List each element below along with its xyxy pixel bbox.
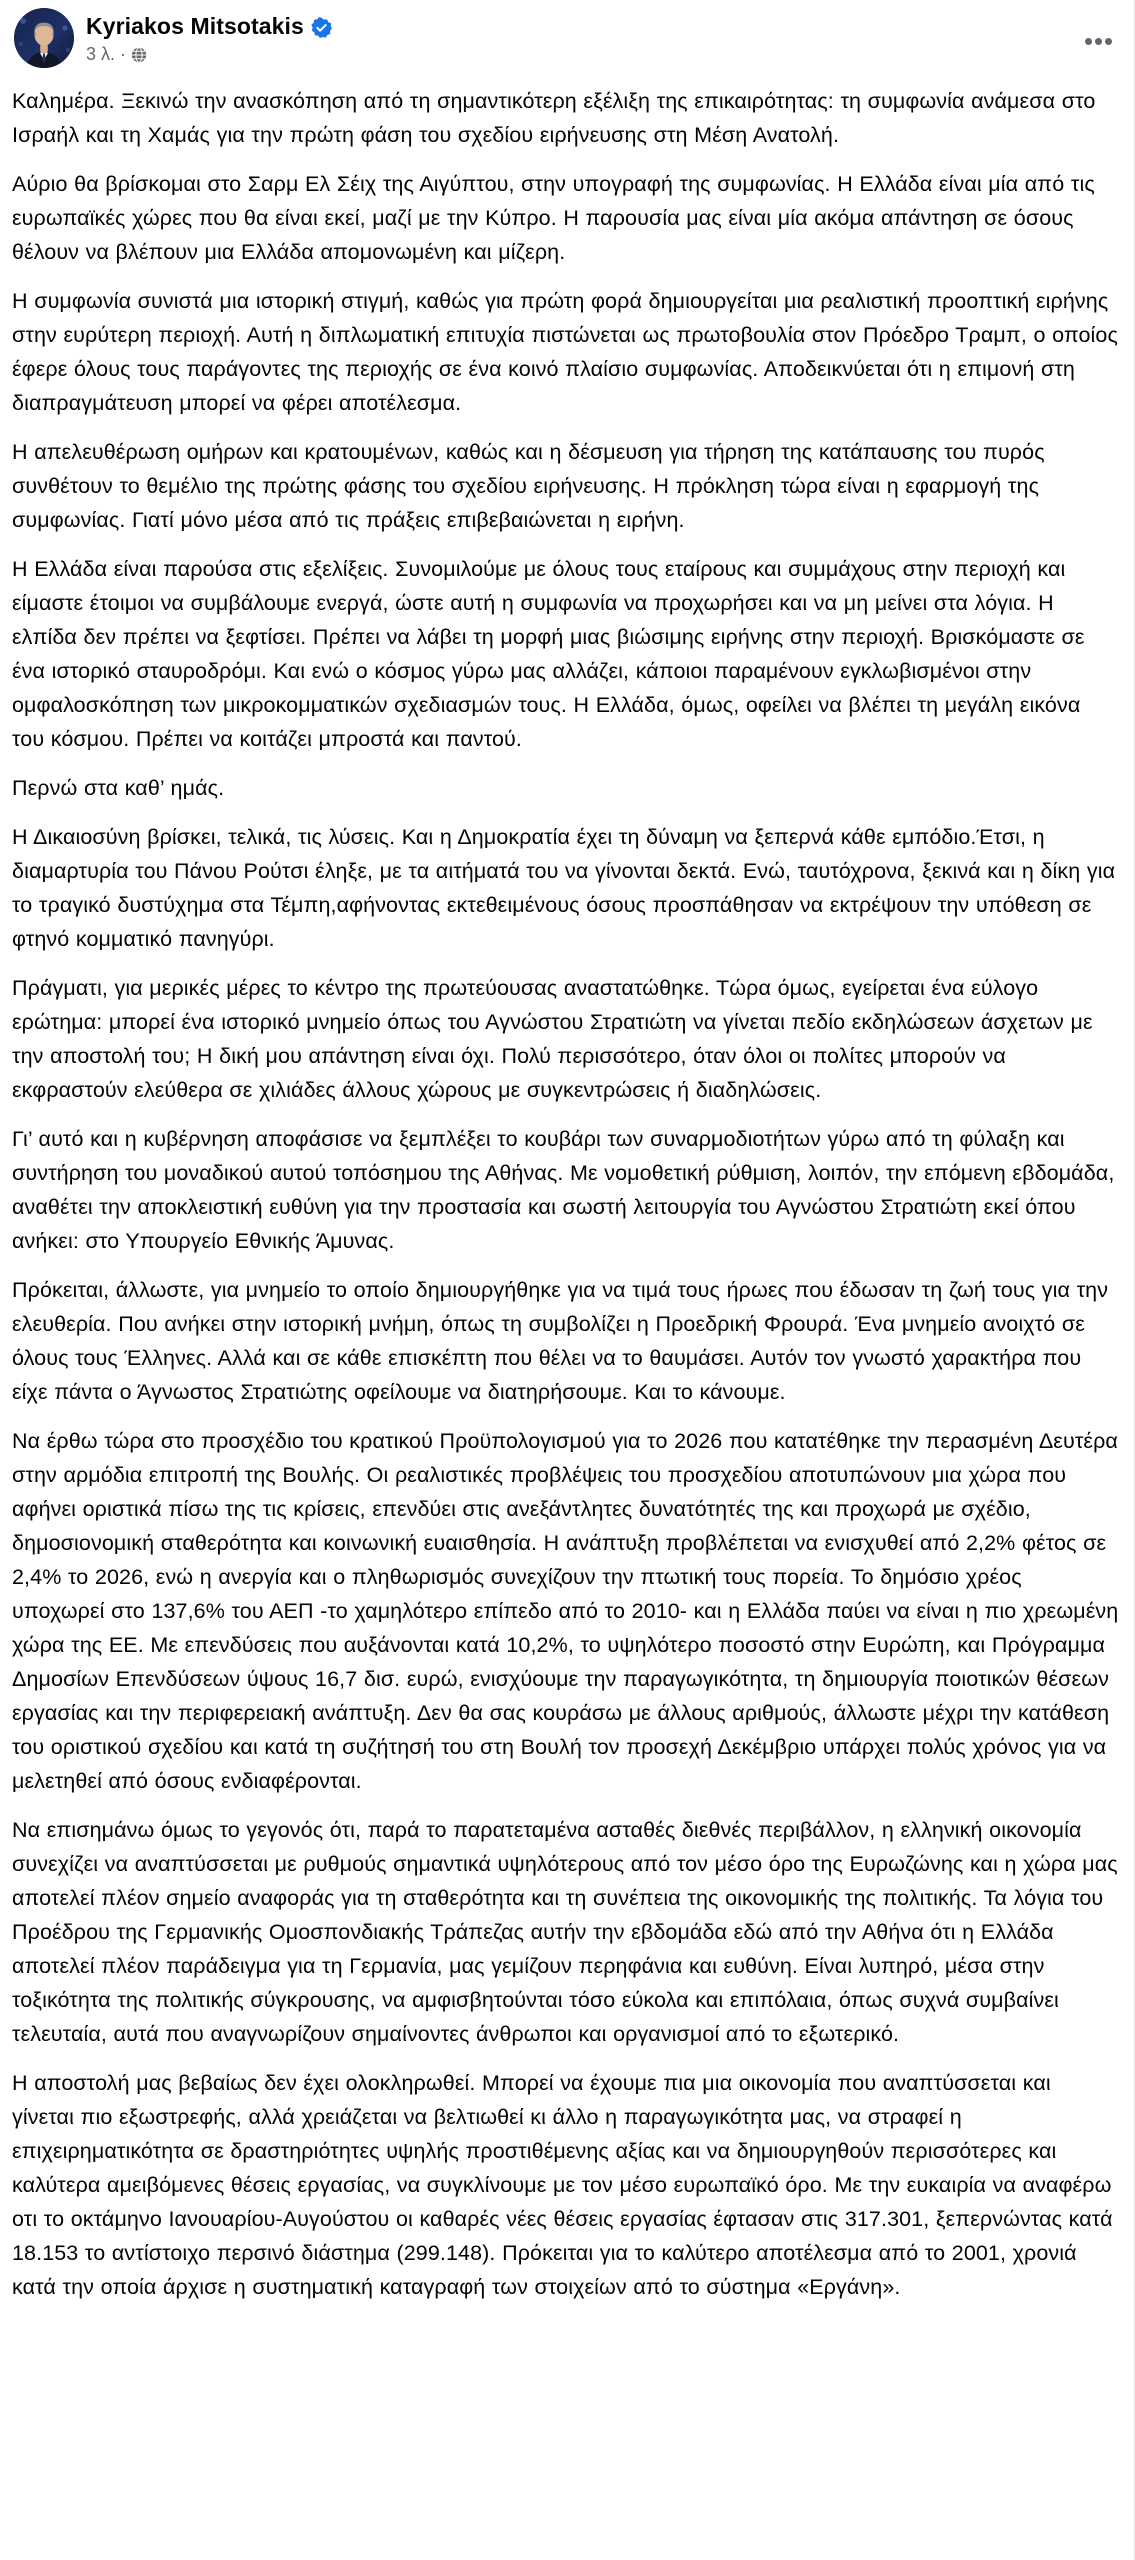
post-meta xyxy=(86,43,1079,65)
post-paragraph: Η συμφωνία συνιστά μια ιστορική στιγμή, καθώς για πρώτη φορά δημιουργείται μια ρεαλιστική προοπτική ειρήνης στην ευρύτερη περιοχή. Αυτή η διπλωματική επιτυχία πιστώνεται ως πρωτοβουλία στον Πρόεδρο Τραμπ, ο οποίος έφερε όλους τους παράγοντες της περιοχής σε ένα κοινό πλαίσιο συμφωνίας. Αποδεικνύεται ότι η επιμονή στη διαπραγμάτευση μπορεί να φέρει αποτέλεσμα. xyxy=(12,289,1118,415)
post-paragraph: Γι’ αυτό και η κυβέρνηση αποφάσισε να ξεμπλέξει το κουβάρι των συναρμοδιοτήτων γύρω από τη φύλαξη και συντήρηση του μοναδικού αυτού τοπόσημου της Αθήνας. Με νομοθετική ρύθμιση, λοιπόν, την επόμενη εβδομάδα, αναθέτει την αποκλειστική ευθύνη για την προστασία και σωστή λειτουργία του Αγνώστου Στρατιώτη εκεί όπου ανήκει: στο Υπουργείο Εθνικής Άμυνας. xyxy=(12,1127,1115,1253)
dot-icon xyxy=(1105,38,1112,45)
post-paragraph: Περνώ στα καθ’ ημάς. xyxy=(12,776,225,800)
post-paragraph: Πράγματι, για μερικές μέρες το κέντρο της πρωτεύουσας αναστατώθηκε. Τώρα όμως, εγείρεται ένα εύλογο ερώτημα: μπορεί ένα ιστορικό μνημείο όπως του Αγνώστου Στρατιώτη να γίνεται πεδίο εκδηλώσεων άσχετων με την αποστολή του; Η δική μου απάντηση είναι όχι. Πολύ περισσότερο, όταν όλοι οι πολίτες μπορούν να εκφραστούν ελεύθερα σε χιλιάδες άλλους χώρους με συγκεντρώσεις ή διαδηλώσεις. xyxy=(12,976,1093,1102)
post-header-info xyxy=(86,8,1079,65)
author-name[interactable]: Kyriakos Mitsotakis xyxy=(86,13,304,39)
verified-badge-icon xyxy=(311,17,332,38)
dot-icon xyxy=(1095,38,1102,45)
post-paragraph: Να έρθω τώρα στο προσχέδιο του κρατικού Προϋπολογισμού για το 2026 που κατατέθηκε την περασμένη Δευτέρα στην αρμόδια επιτροπή της Βουλής. Οι ρεαλιστικές προβλέψεις του προσχεδίου αποτυπώνουν μια χώρα που αφήνει οριστικά πίσω της τις κρίσεις, επενδύει στις ανεξάντλητες δυνατότητές της και προχωρά με σχέδιο, δημοσιονομική σταθερότητα και κοινωνική ευαισθησία. Η ανάπτυξη προβλέπεται να ενισχυθεί από 2,2% φέτος σε 2,4% το 2026, ενώ η ανεργία και ο πληθωρισμός συνεχίζουν την πτωτική τους πορεία. Το δημόσιο χρέος υποχωρεί στο 137,6% του ΑΕΠ -το χαμηλότερο επίπεδο από το 2010- και η Ελλάδα παύει να είναι η πιο χρεωμένη χώρα της ΕΕ. Με επενδύσεις που αυξάνονται κατά 10,2%, το υψηλότερο ποσοστό στην Ευρώπη, και Πρόγραμμα Δημοσίων Επενδύσεων ύψους 16,7 δισ. ευρώ, ενισχύουμε την παραγωγικότητα, τη δημιουργία ποιοτικών θέσεων εργασίας και την περιφερειακή ανάπτυξη. Δεν θα σας κουράσω με άλλους αριθμούς, άλλωστε μέχρι την κατάθεση του οριστικού σχεδίου και κατά τη συζήτησή του στη Βουλή τον προσεχή Δεκέμβριο υπάρχει πολύς χρόνος για να μελετηθεί από όσους ενδιαφέρονται. xyxy=(12,1429,1119,1793)
post-content xyxy=(0,68,1134,2332)
post-paragraph: Καλημέρα. Ξεκινώ την ανασκόπηση από τη σημαντικότερη εξέλιξη της επικαιρότητας: τη συμφωνία ανάμεσα στο Ισραήλ και τη Χαμάς για την πρώτη φάση του σχεδίου ειρήνευσης στη Μέση Ανατολή. xyxy=(12,89,1096,147)
more-options-button[interactable] xyxy=(1079,34,1118,49)
avatar[interactable] xyxy=(14,8,74,68)
post-paragraph: Η απελευθέρωση ομήρων και κρατουμένων, καθώς και η δέσμευση για τήρηση της κατάπαυσης του πυρός συνθέτουν το θεμέλιο της πρώτης φάσης του σχεδίου ειρήνευσης. Η πρόκληση τώρα είναι η εφαρμογή της συμφωνίας. Γιατί μόνο μέσα από τις πράξεις επιβεβαιώνεται η ειρήνη. xyxy=(12,440,1045,532)
dot-icon xyxy=(1085,38,1092,45)
post-paragraph: Να επισημάνω όμως το γεγονός ότι, παρά το παρατεταμένα ασταθές διεθνές περιβάλλον, η ελληνική οικονομία συνεχίζει να αναπτύσσεται με ρυθμούς σημαντικά υψηλότερους από τον μέσο όρο της Ευρωζώνης και η χώρα μας αποτελεί πλέον σημείο αναφοράς για τη σταθερότητα και τη συνέπεια της οικονομικής της πολιτικής. Τα λόγια του Προέδρου της Γερμανικής Ομοσπονδιακής Τράπεζας αυτήν την εβδομάδα εδώ από την Αθήνα ότι η Ελλάδα αποτελεί πλέον παράδειγμα για τη Γερμανία, μας γεμίζουν περηφάνια και ευθύνη. Είναι λυπηρό, μέσα στην τοξικότητα της πολιτικής σύγκρουσης, να αμφισβητούνται τόσο εύκολα και επιπόλαια, όπως συχνά συμβαίνει τελευταία, αυτά που αναγνωρίζουν σημαίνοντες άνθρωποι και οργανισμοί από το εξωτερικό. xyxy=(12,1818,1118,2046)
post-paragraph: Η Δικαιοσύνη βρίσκει, τελικά, τις λύσεις. Και η Δημοκρατία έχει τη δύναμη να ξεπερνά κάθε εμπόδιο.Έτσι, η διαμαρτυρία του Πάνου Ρούτσι έληξε, με τα αιτήματά του να γίνονται δεκτά. Ενώ, ταυτόχρονα, ξεκινά και η δίκη για το τραγικό δυστύχημα στα Τέμπη,αφήνοντας εκτεθειμένους όσους προσπάθησαν να εκτρέψουν την υπόθεση σε φτηνό κομματικό πανηγύρι. xyxy=(12,825,1116,951)
post-paragraph: Η αποστολή μας βεβαίως δεν έχει ολοκληρωθεί. Μπορεί να έχουμε πια μια οικονομία που αναπτύσσεται και γίνεται πιο εξωστρεφής, αλλά χρειάζεται να βελτιωθεί κι άλλο η παραγωγικότητα μας, να στραφεί η επιχειρηματικότητα σε δραστηριότητες υψηλής προστιθέμενης αξίας και να δημιουργηθούν περισσότερες και καλύτερα αμειβόμενες θέσεις εργασίας, να συγκλίνουμε με τον μέσο ευρωπαϊκό όρο. Με την ευκαιρία να αναφέρω οτι το οκτάμηνο Ιανουαρίου-Αυγούστου οι καθαρές νέες θέσεις εργασίας έφτασαν στις 317.301, ξεπερνώντας κατά 18.153 το αντίστοιχο περσινό διάστημα (299.148). Πρόκειται για το καλύτερο αποτέλεσμα από το 2001, χρονιά κατά την οποία άρχισε η συστηματική καταγραφή των στοιχείων από το σύστημα «Εργάνη». xyxy=(12,2071,1113,2299)
timestamp[interactable]: 3 λ. xyxy=(86,44,116,64)
post-paragraph: Η Ελλάδα είναι παρούσα στις εξελίξεις. Συνομιλούμε με όλους τους εταίρους και συμμάχους στην περιοχή και είμαστε έτοιμοι να συμβάλουμε ενεργά, ώστε αυτή η συμφωνία να προχωρήσει και να μη μείνει στα λόγια. Η ελπίδα δεν πρέπει να ξεφτίσει. Πρέπει να λάβει τη μορφή μιας βιώσιμης ειρήνης στην περιοχή. Βρισκόμαστε σε ένα ιστορικό σταυροδρόμι. Και ενώ ο κόσμος γύρω μας αλλάζει, κάποιοι παραμένουν εγκλωβισμένοι στην ομφαλοσκόπηση των μικροκομματικών σχεδιασμών τους. Η Ελλάδα, όμως, οφείλει να βλέπει τη μεγάλη εικόνα του κόσμου. Πρέπει να κοιτάζει μπροστά και παντού. xyxy=(12,557,1085,751)
globe-public-icon xyxy=(131,47,147,63)
post-paragraph: Πρόκειται, άλλωστε, για μνημείο το οποίο δημιουργήθηκε για να τιμά τους ήρωες που έδωσαν τη ζωή τους για την ελευθερία. Που ανήκει στην ιστορική μνήμη, όπως τη συμβολίζει η Προεδρική Φρουρά. Ένα μνημείο ανοιχτό σε όλους τους Έλληνες. Αλλά και σε κάθε επισκέπτη που θέλει να το θαυμάσει. Αυτόν τον γνωστό χαρακτήρα που είχε πάντα ο Άγνωστος Στρατιώτης οφείλουμε να διατηρήσουμε. Και το κάνουμε. xyxy=(12,1278,1109,1404)
post-paragraph: Αύριο θα βρίσκομαι στο Σαρμ Ελ Σέιχ της Αιγύπτου, στην υπογραφή της συμφωνίας. Η Ελλάδα είναι μία από τις ευρωπαϊκές χώρες που θα είναι εκεί, μαζί με την Κύπρο. Η παρουσία μας είναι μία ακόμα απάντηση σε όσους θέλουν να βλέπουν μια Ελλάδα απομονωμένη και μίζερη. xyxy=(12,172,1095,264)
post-header xyxy=(0,0,1134,68)
meta-separator: · xyxy=(120,44,127,64)
